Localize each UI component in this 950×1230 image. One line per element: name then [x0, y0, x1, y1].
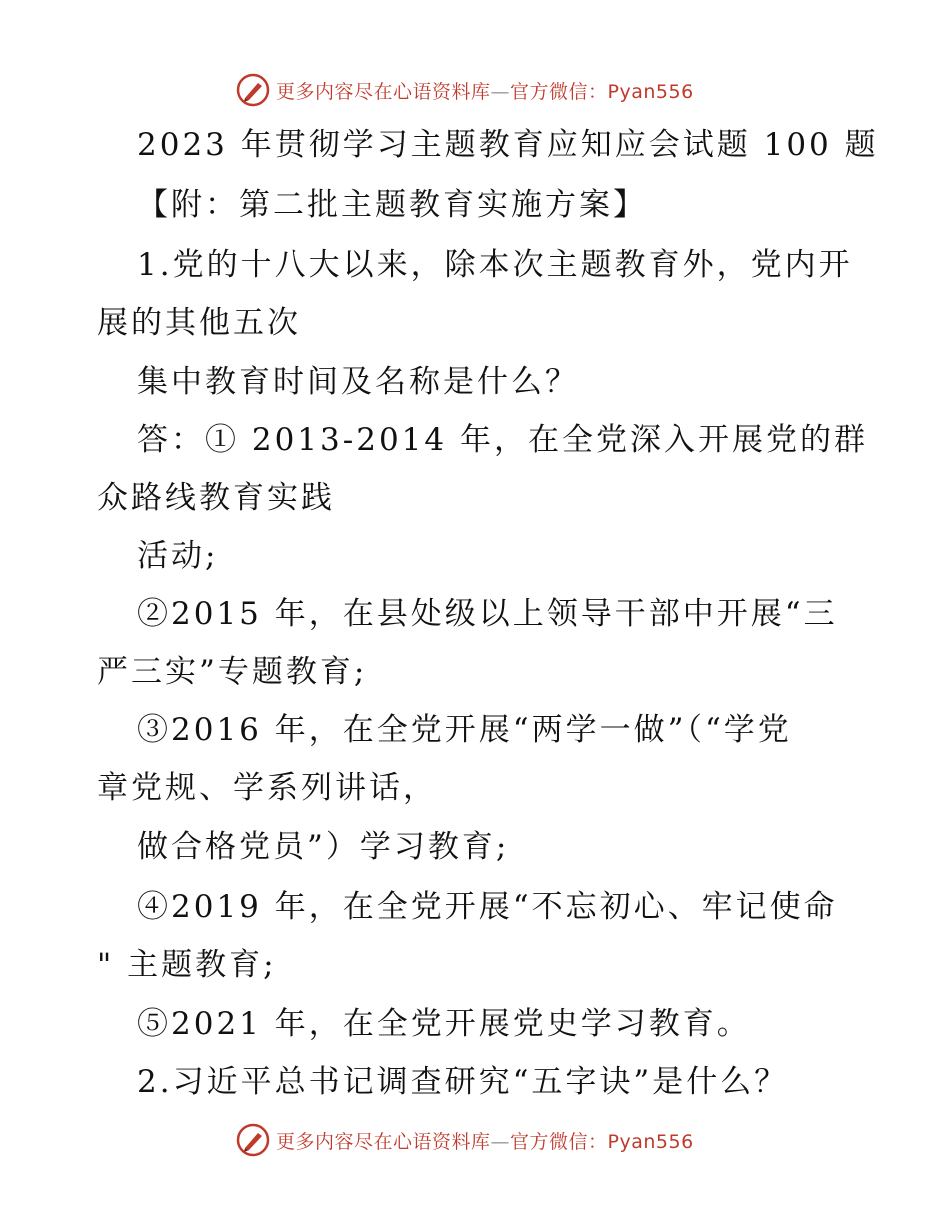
watermark-suffix: 官方微信：: [510, 80, 608, 103]
pen-logo-icon: [236, 73, 270, 107]
text-line: 集中教育时间及名称是什么？: [137, 364, 579, 400]
header-watermark: [236, 70, 694, 110]
pen-logo-icon: [236, 1123, 270, 1157]
watermark-suffix: 官方微信：: [510, 1130, 608, 1153]
document-subtitle: 【附：第二批主题教育实施方案】: [137, 187, 647, 223]
watermark-main: 更多内容尽在心语资料库: [276, 1130, 491, 1153]
text-line: ③2016 年，在全党开展“两学一做”（“学党: [137, 712, 792, 748]
text-line: 众路线教育实践: [97, 480, 335, 516]
watermark-main: 更多内容尽在心语资料库: [276, 80, 491, 103]
text-line: 1.党的十八大以来，除本次主题教育外，党内开: [137, 247, 853, 283]
text-line: ②2015 年，在县处级以上领导干部中开展“三: [137, 596, 838, 632]
text-line: ⑤2021 年，在全党开展党史学习教育。: [137, 1006, 751, 1042]
text-line: 2.习近平总书记调查研究“五字诀”是什么？: [137, 1064, 789, 1100]
text-line: 章党规、学系列讲话，: [97, 770, 437, 806]
text-line: " 主题教育;: [97, 947, 277, 983]
text-line: 展的其他五次: [97, 305, 301, 341]
text-line: 做合格党员”）学习教育;: [137, 829, 510, 865]
watermark-id: Pyan556: [607, 1130, 694, 1153]
watermark-text: [276, 1127, 694, 1154]
watermark-id: Pyan556: [607, 80, 694, 103]
text-line: ④2019 年，在全党开展“不忘初心、牢记使命: [137, 889, 838, 925]
text-line: 答：① 2013-2014 年，在全党深入开展党的群: [137, 422, 868, 458]
document-title: 2023 年贯彻学习主题教育应知应会试题 100 题: [137, 127, 879, 163]
watermark-separator: —: [490, 80, 511, 103]
text-line: 活动;: [137, 538, 219, 574]
watermark-text: [276, 77, 694, 104]
text-line: 严三实”专题教育;: [97, 654, 368, 690]
watermark-separator: —: [490, 1130, 511, 1153]
footer-watermark: [236, 1120, 694, 1160]
